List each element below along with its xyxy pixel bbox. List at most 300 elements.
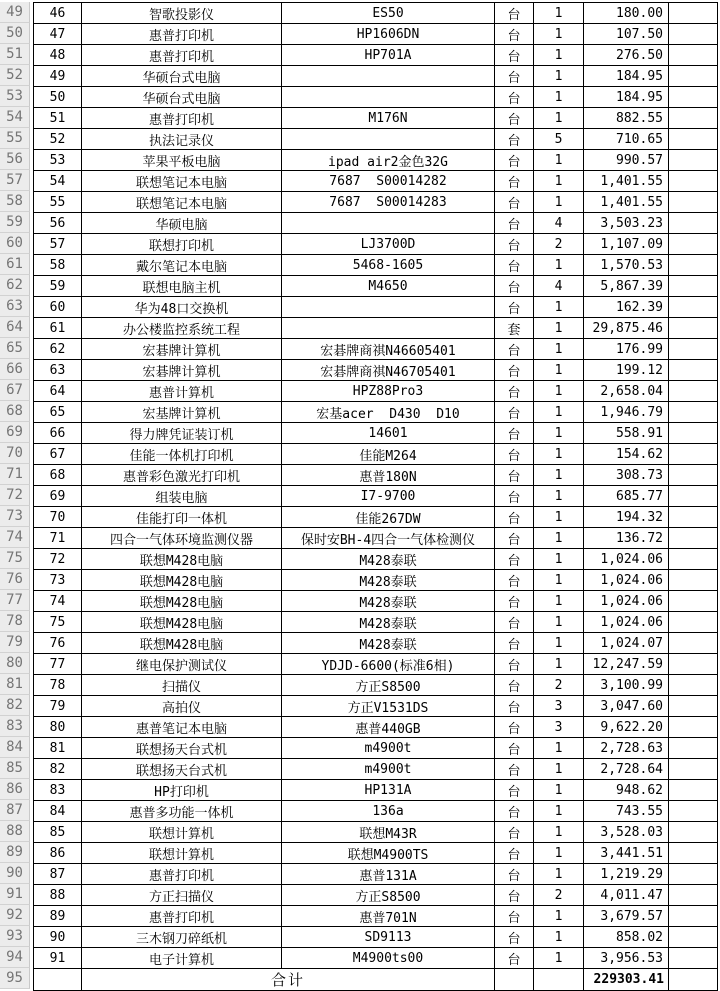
cell-model[interactable]: M4900ts00 [282, 948, 495, 969]
cell-unit[interactable]: 台 [495, 402, 534, 423]
cell-qty[interactable]: 1 [534, 108, 584, 129]
cell-name[interactable]: 办公楼监控系统工程 [82, 318, 282, 339]
cell-name[interactable]: 扫描仪 [82, 675, 282, 696]
row-header[interactable]: 53 [0, 86, 30, 107]
cell-qty[interactable]: 1 [534, 822, 584, 843]
cell-qty[interactable]: 1 [534, 549, 584, 570]
cell-price[interactable]: 990.57 [584, 150, 669, 171]
row-header[interactable]: 93 [0, 926, 30, 947]
cell-name[interactable]: 智歌投影仪 [82, 3, 282, 24]
cell-seq[interactable]: 50 [34, 87, 82, 108]
cell-price[interactable]: 199.12 [584, 360, 669, 381]
cell-qty[interactable]: 1 [534, 801, 584, 822]
row-header[interactable]: 85 [0, 758, 30, 779]
cell-blank[interactable] [669, 297, 718, 318]
cell-model[interactable]: HP701A [282, 45, 495, 66]
cell-seq[interactable]: 65 [34, 402, 82, 423]
row-header[interactable]: 82 [0, 695, 30, 716]
cell-price[interactable]: 1,401.55 [584, 171, 669, 192]
cell-qty[interactable]: 4 [534, 276, 584, 297]
cell-seq[interactable]: 84 [34, 801, 82, 822]
cell-seq[interactable]: 80 [34, 717, 82, 738]
cell-blank[interactable] [669, 717, 718, 738]
cell-qty[interactable]: 2 [534, 234, 584, 255]
cell-blank[interactable] [669, 885, 718, 906]
row-header[interactable]: 52 [0, 65, 30, 86]
cell-blank[interactable] [669, 486, 718, 507]
cell-qty[interactable]: 1 [534, 738, 584, 759]
cell-price[interactable]: 180.00 [584, 3, 669, 24]
cell-name[interactable]: 惠普打印机 [82, 108, 282, 129]
cell-unit[interactable]: 台 [495, 885, 534, 906]
cell-name[interactable]: 联想扬天台式机 [82, 759, 282, 780]
cell-qty[interactable]: 1 [534, 780, 584, 801]
cell-seq[interactable]: 78 [34, 675, 82, 696]
cell-seq[interactable]: 56 [34, 213, 82, 234]
cell-qty[interactable]: 3 [534, 717, 584, 738]
row-header[interactable]: 61 [0, 254, 30, 275]
cell-price[interactable]: 154.62 [584, 444, 669, 465]
cell-name[interactable]: 方正扫描仪 [82, 885, 282, 906]
cell-qty[interactable]: 1 [534, 570, 584, 591]
cell-qty[interactable]: 1 [534, 948, 584, 969]
cell-seq[interactable]: 69 [34, 486, 82, 507]
row-header[interactable]: 92 [0, 905, 30, 926]
cell-unit[interactable]: 台 [495, 717, 534, 738]
cell-unit[interactable]: 台 [495, 906, 534, 927]
cell-qty[interactable]: 1 [534, 423, 584, 444]
cell-model[interactable]: m4900t [282, 738, 495, 759]
cell-unit[interactable]: 台 [495, 738, 534, 759]
cell-model[interactable]: M428泰联 [282, 633, 495, 654]
cell-price[interactable]: 1,946.79 [584, 402, 669, 423]
cell-unit[interactable]: 台 [495, 948, 534, 969]
cell-price[interactable]: 276.50 [584, 45, 669, 66]
cell-seq[interactable]: 73 [34, 570, 82, 591]
cell-seq[interactable]: 75 [34, 612, 82, 633]
row-header[interactable]: 66 [0, 359, 30, 380]
cell-unit[interactable]: 台 [495, 276, 534, 297]
cell-seq[interactable]: 86 [34, 843, 82, 864]
cell-unit[interactable]: 台 [495, 759, 534, 780]
cell-name[interactable]: 华硕台式电脑 [82, 87, 282, 108]
cell-price[interactable]: 685.77 [584, 486, 669, 507]
cell-name[interactable]: 联想M428电脑 [82, 570, 282, 591]
cell-blank[interactable] [669, 738, 718, 759]
cell-blank[interactable] [669, 276, 718, 297]
cell-model[interactable]: ES50 [282, 3, 495, 24]
cell-unit[interactable]: 台 [495, 108, 534, 129]
cell-price[interactable]: 12,247.59 [584, 654, 669, 675]
cell-blank[interactable] [669, 927, 718, 948]
cell-model[interactable]: 5468-1605 [282, 255, 495, 276]
cell-name[interactable]: 高拍仪 [82, 696, 282, 717]
cell-blank[interactable] [669, 633, 718, 654]
cell-model[interactable]: M428泰联 [282, 591, 495, 612]
cell-blank[interactable] [669, 465, 718, 486]
cell-name[interactable]: 华硕电脑 [82, 213, 282, 234]
cell-price[interactable]: 136.72 [584, 528, 669, 549]
cell-seq[interactable]: 51 [34, 108, 82, 129]
cell-unit[interactable]: 台 [495, 570, 534, 591]
cell-model[interactable]: 联想M4900TS [282, 843, 495, 864]
cell-seq[interactable]: 61 [34, 318, 82, 339]
cell-price[interactable]: 3,679.57 [584, 906, 669, 927]
cell-price[interactable]: 4,011.47 [584, 885, 669, 906]
cell-blank[interactable] [669, 381, 718, 402]
cell-price[interactable]: 3,956.53 [584, 948, 669, 969]
cell-qty[interactable]: 1 [534, 843, 584, 864]
cell-unit[interactable]: 台 [495, 864, 534, 885]
cell-model[interactable]: 惠普180N [282, 465, 495, 486]
cell-seq[interactable]: 90 [34, 927, 82, 948]
cell-name[interactable]: 惠普打印机 [82, 45, 282, 66]
cell-model[interactable]: 惠普701N [282, 906, 495, 927]
cell-unit[interactable]: 台 [495, 3, 534, 24]
row-header[interactable]: 83 [0, 716, 30, 737]
cell-price[interactable]: 184.95 [584, 66, 669, 87]
cell-name[interactable]: 惠普打印机 [82, 24, 282, 45]
cell-blank[interactable] [669, 759, 718, 780]
row-header[interactable]: 70 [0, 443, 30, 464]
row-header[interactable]: 73 [0, 506, 30, 527]
cell-seq[interactable]: 88 [34, 885, 82, 906]
row-header[interactable]: 74 [0, 527, 30, 548]
cell-seq[interactable]: 53 [34, 150, 82, 171]
cell-model[interactable] [282, 297, 495, 318]
row-header[interactable]: 84 [0, 737, 30, 758]
cell-name[interactable]: 联想笔记本电脑 [82, 171, 282, 192]
cell-unit[interactable]: 台 [495, 150, 534, 171]
cell-qty[interactable]: 1 [534, 3, 584, 24]
cell-seq[interactable]: 77 [34, 654, 82, 675]
cell-unit[interactable]: 台 [495, 927, 534, 948]
cell-unit[interactable]: 台 [495, 234, 534, 255]
cell-seq[interactable]: 76 [34, 633, 82, 654]
cell-blank[interactable] [669, 780, 718, 801]
cell-blank[interactable] [669, 192, 718, 213]
cell-price[interactable]: 2,658.04 [584, 381, 669, 402]
cell-qty[interactable]: 1 [534, 45, 584, 66]
cell-unit[interactable]: 台 [495, 66, 534, 87]
cell-blank[interactable] [669, 234, 718, 255]
cell-seq[interactable]: 83 [34, 780, 82, 801]
cell-qty[interactable]: 1 [534, 612, 584, 633]
cell-unit[interactable]: 台 [495, 633, 534, 654]
cell-unit[interactable]: 台 [495, 549, 534, 570]
cell-seq[interactable]: 59 [34, 276, 82, 297]
cell-model[interactable]: 佳能M264 [282, 444, 495, 465]
cell-model[interactable] [282, 66, 495, 87]
cell-seq[interactable]: 47 [34, 24, 82, 45]
cell-qty[interactable]: 1 [534, 591, 584, 612]
cell-price[interactable]: 882.55 [584, 108, 669, 129]
cell-model[interactable]: SD9113 [282, 927, 495, 948]
cell-name[interactable]: 联想M428电脑 [82, 549, 282, 570]
row-header[interactable]: 67 [0, 380, 30, 401]
cell-price[interactable]: 162.39 [584, 297, 669, 318]
cell-name[interactable]: 宏碁牌计算机 [82, 360, 282, 381]
cell-price[interactable]: 3,503.23 [584, 213, 669, 234]
cell-unit[interactable]: 台 [495, 171, 534, 192]
cell-unit[interactable]: 台 [495, 24, 534, 45]
cell-unit[interactable]: 台 [495, 486, 534, 507]
cell-price[interactable]: 558.91 [584, 423, 669, 444]
row-header[interactable]: 86 [0, 779, 30, 800]
cell-name[interactable]: 联想电脑主机 [82, 276, 282, 297]
cell-qty[interactable]: 1 [534, 255, 584, 276]
cell-seq[interactable]: 54 [34, 171, 82, 192]
cell-seq[interactable]: 66 [34, 423, 82, 444]
cell-price[interactable]: 184.95 [584, 87, 669, 108]
cell-unit[interactable]: 台 [495, 87, 534, 108]
cell-price[interactable]: 858.02 [584, 927, 669, 948]
cell-model[interactable]: M428泰联 [282, 612, 495, 633]
cell-name[interactable]: 惠普笔记本电脑 [82, 717, 282, 738]
cell-name[interactable]: 戴尔笔记本电脑 [82, 255, 282, 276]
cell-seq[interactable] [34, 969, 82, 991]
cell-blank[interactable] [669, 213, 718, 234]
cell-name[interactable]: 三木钢刀碎纸机 [82, 927, 282, 948]
cell-price[interactable]: 107.50 [584, 24, 669, 45]
cell-model[interactable]: M4650 [282, 276, 495, 297]
cell-unit[interactable]: 台 [495, 528, 534, 549]
cell-unit[interactable] [495, 969, 534, 991]
row-header[interactable]: 79 [0, 632, 30, 653]
cell-seq[interactable]: 49 [34, 66, 82, 87]
cell-price[interactable]: 3,100.99 [584, 675, 669, 696]
cell-price[interactable]: 5,867.39 [584, 276, 669, 297]
cell-name[interactable]: 执法记录仪 [82, 129, 282, 150]
cell-name[interactable]: 联想M428电脑 [82, 633, 282, 654]
cell-seq[interactable]: 46 [34, 3, 82, 24]
cell-blank[interactable] [669, 801, 718, 822]
row-header[interactable]: 90 [0, 863, 30, 884]
cell-blank[interactable] [669, 528, 718, 549]
cell-unit[interactable]: 台 [495, 213, 534, 234]
cell-blank[interactable] [669, 822, 718, 843]
cell-seq[interactable]: 60 [34, 297, 82, 318]
cell-blank[interactable] [669, 108, 718, 129]
cell-unit[interactable]: 台 [495, 381, 534, 402]
cell-name[interactable]: 电子计算机 [82, 948, 282, 969]
cell-model[interactable]: 14601 [282, 423, 495, 444]
row-header[interactable]: 69 [0, 422, 30, 443]
cell-price[interactable]: 3,441.51 [584, 843, 669, 864]
cell-seq[interactable]: 70 [34, 507, 82, 528]
cell-price[interactable]: 948.62 [584, 780, 669, 801]
cell-model[interactable]: I7-9700 [282, 486, 495, 507]
cell-model[interactable]: 宏碁牌商祺N46705401 [282, 360, 495, 381]
cell-blank[interactable] [669, 654, 718, 675]
cell-price[interactable]: 194.32 [584, 507, 669, 528]
cell-unit[interactable]: 台 [495, 591, 534, 612]
cell-price[interactable]: 1,107.09 [584, 234, 669, 255]
row-header[interactable]: 57 [0, 170, 30, 191]
cell-name[interactable]: 组装电脑 [82, 486, 282, 507]
cell-model[interactable]: 7687 S00014282 [282, 171, 495, 192]
cell-unit[interactable]: 台 [495, 423, 534, 444]
cell-qty[interactable]: 1 [534, 864, 584, 885]
row-header[interactable]: 60 [0, 233, 30, 254]
cell-unit[interactable]: 台 [495, 675, 534, 696]
row-header[interactable]: 78 [0, 611, 30, 632]
cell-name[interactable]: 佳能打印一体机 [82, 507, 282, 528]
cell-price[interactable]: 1,024.06 [584, 612, 669, 633]
cell-price[interactable]: 743.55 [584, 801, 669, 822]
cell-price[interactable]: 1,219.29 [584, 864, 669, 885]
cell-qty[interactable]: 1 [534, 759, 584, 780]
cell-unit[interactable]: 台 [495, 780, 534, 801]
cell-seq[interactable]: 52 [34, 129, 82, 150]
cell-blank[interactable] [669, 24, 718, 45]
cell-seq[interactable]: 63 [34, 360, 82, 381]
cell-unit[interactable]: 套 [495, 318, 534, 339]
cell-name[interactable]: 得力牌凭证装订机 [82, 423, 282, 444]
cell-name[interactable]: 四合一气体环境监测仪器 [82, 528, 282, 549]
cell-unit[interactable]: 台 [495, 297, 534, 318]
cell-unit[interactable]: 台 [495, 696, 534, 717]
cell-seq[interactable]: 48 [34, 45, 82, 66]
cell-blank[interactable] [669, 129, 718, 150]
cell-name[interactable]: 联想计算机 [82, 822, 282, 843]
cell-name[interactable]: 联想扬天台式机 [82, 738, 282, 759]
cell-model[interactable]: 136a [282, 801, 495, 822]
row-header[interactable]: 62 [0, 275, 30, 296]
cell-seq[interactable]: 79 [34, 696, 82, 717]
cell-blank[interactable] [669, 507, 718, 528]
cell-model[interactable]: M176N [282, 108, 495, 129]
cell-blank[interactable] [669, 360, 718, 381]
cell-unit[interactable]: 台 [495, 822, 534, 843]
cell-model[interactable]: HPZ88Pro3 [282, 381, 495, 402]
cell-qty[interactable]: 1 [534, 297, 584, 318]
cell-blank[interactable] [669, 549, 718, 570]
cell-blank[interactable] [669, 591, 718, 612]
cell-qty[interactable]: 1 [534, 381, 584, 402]
cell-model[interactable]: m4900t [282, 759, 495, 780]
row-header[interactable]: 95 [0, 968, 30, 989]
cell-qty[interactable]: 1 [534, 66, 584, 87]
cell-name[interactable]: 联想计算机 [82, 843, 282, 864]
cell-qty[interactable]: 1 [534, 444, 584, 465]
row-header[interactable]: 58 [0, 191, 30, 212]
row-header[interactable]: 68 [0, 401, 30, 422]
row-header[interactable]: 71 [0, 464, 30, 485]
cell-model[interactable]: 方正S8500 [282, 885, 495, 906]
cell-qty[interactable]: 1 [534, 402, 584, 423]
cell-seq[interactable]: 72 [34, 549, 82, 570]
cell-price[interactable]: 176.99 [584, 339, 669, 360]
cell-price[interactable]: 2,728.64 [584, 759, 669, 780]
cell-model[interactable] [282, 129, 495, 150]
cell-seq[interactable]: 87 [34, 864, 82, 885]
cell-qty[interactable]: 2 [534, 885, 584, 906]
cell-model[interactable] [282, 87, 495, 108]
cell-seq[interactable]: 62 [34, 339, 82, 360]
cell-blank[interactable] [669, 906, 718, 927]
cell-name[interactable]: 惠普计算机 [82, 381, 282, 402]
cell-name[interactable]: 联想笔记本电脑 [82, 192, 282, 213]
cell-qty[interactable]: 2 [534, 675, 584, 696]
row-header[interactable]: 50 [0, 23, 30, 44]
cell-qty[interactable]: 1 [534, 507, 584, 528]
total-value-cell[interactable]: 229303.41 [584, 969, 669, 991]
cell-name[interactable]: 宏基牌计算机 [82, 402, 282, 423]
cell-blank[interactable] [669, 696, 718, 717]
cell-seq[interactable]: 57 [34, 234, 82, 255]
row-header[interactable]: 94 [0, 947, 30, 968]
cell-seq[interactable]: 58 [34, 255, 82, 276]
cell-name[interactable]: 华为48口交换机 [82, 297, 282, 318]
cell-price[interactable]: 1,570.53 [584, 255, 669, 276]
cell-name[interactable]: 宏碁牌计算机 [82, 339, 282, 360]
cell-blank[interactable] [669, 87, 718, 108]
cell-qty[interactable] [534, 969, 584, 991]
cell-price[interactable]: 308.73 [584, 465, 669, 486]
cell-price[interactable]: 1,401.55 [584, 192, 669, 213]
cell-model[interactable]: 惠普131A [282, 864, 495, 885]
cell-model[interactable]: LJ3700D [282, 234, 495, 255]
cell-seq[interactable]: 64 [34, 381, 82, 402]
cell-qty[interactable]: 1 [534, 339, 584, 360]
cell-model[interactable]: 佳能267DW [282, 507, 495, 528]
row-header[interactable]: 88 [0, 821, 30, 842]
cell-blank[interactable] [669, 969, 718, 991]
row-header[interactable]: 91 [0, 884, 30, 905]
cell-blank[interactable] [669, 444, 718, 465]
cell-name[interactable]: 继电保护测试仪 [82, 654, 282, 675]
row-header[interactable]: 63 [0, 296, 30, 317]
cell-qty[interactable]: 1 [534, 654, 584, 675]
cell-seq[interactable]: 67 [34, 444, 82, 465]
cell-blank[interactable] [669, 171, 718, 192]
cell-seq[interactable]: 82 [34, 759, 82, 780]
cell-seq[interactable]: 55 [34, 192, 82, 213]
cell-price[interactable]: 1,024.06 [584, 570, 669, 591]
cell-qty[interactable]: 1 [534, 633, 584, 654]
cell-price[interactable]: 29,875.46 [584, 318, 669, 339]
row-header[interactable]: 55 [0, 128, 30, 149]
cell-qty[interactable]: 1 [534, 318, 584, 339]
cell-unit[interactable]: 台 [495, 360, 534, 381]
cell-model[interactable]: YDJD-6600(标准6相) [282, 654, 495, 675]
cell-price[interactable]: 1,024.07 [584, 633, 669, 654]
cell-seq[interactable]: 91 [34, 948, 82, 969]
cell-blank[interactable] [669, 45, 718, 66]
cell-qty[interactable]: 4 [534, 213, 584, 234]
cell-qty[interactable]: 1 [534, 24, 584, 45]
row-header[interactable]: 75 [0, 548, 30, 569]
cell-blank[interactable] [669, 843, 718, 864]
cell-blank[interactable] [669, 255, 718, 276]
row-header[interactable]: 80 [0, 653, 30, 674]
row-header[interactable]: 72 [0, 485, 30, 506]
cell-model[interactable] [282, 318, 495, 339]
cell-seq[interactable]: 71 [34, 528, 82, 549]
cell-qty[interactable]: 1 [534, 486, 584, 507]
cell-name[interactable]: HP打印机 [82, 780, 282, 801]
cell-seq[interactable]: 85 [34, 822, 82, 843]
cell-model[interactable]: 联想M43R [282, 822, 495, 843]
cell-model[interactable]: 方正V1531DS [282, 696, 495, 717]
cell-name[interactable]: 佳能一体机打印机 [82, 444, 282, 465]
cell-seq[interactable]: 89 [34, 906, 82, 927]
row-header[interactable]: 56 [0, 149, 30, 170]
cell-unit[interactable]: 台 [495, 801, 534, 822]
row-header[interactable]: 51 [0, 44, 30, 65]
cell-price[interactable]: 3,528.03 [584, 822, 669, 843]
